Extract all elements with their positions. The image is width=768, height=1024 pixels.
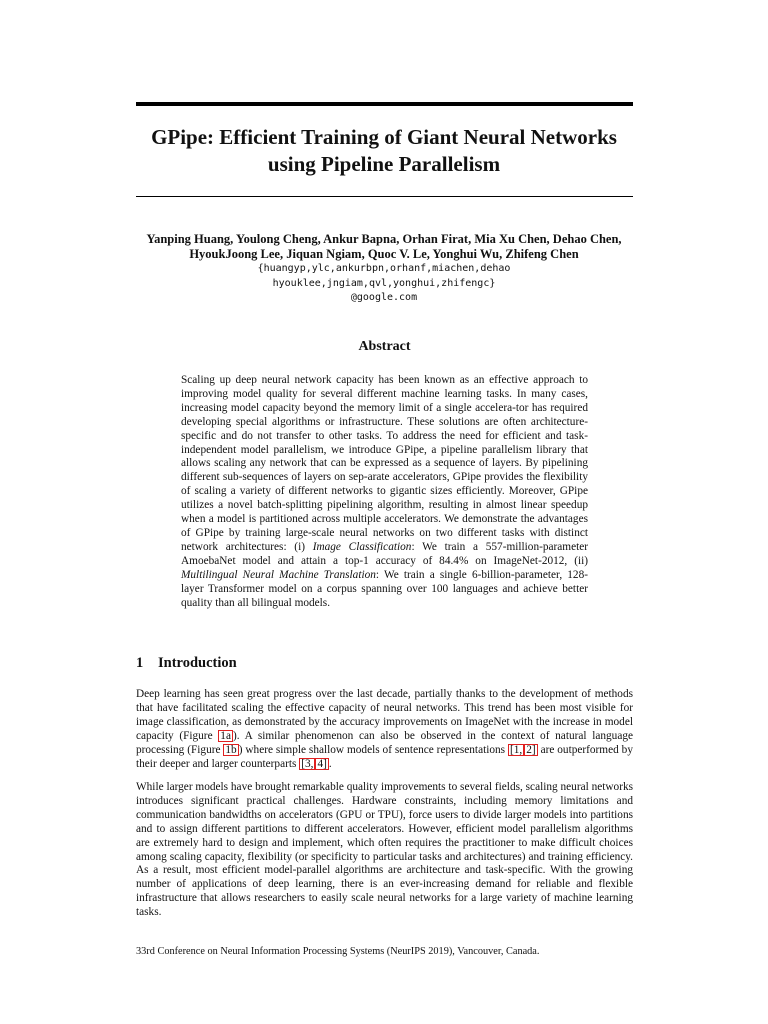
abstract-text-part-1: Scaling up deep neural network capacity has been known as an effective approach to improving model quality for several different machine learning tasks. In many cases, increasing model capacity beyond the memory limit of a single accelera-tor has required developing special algorithms or infrastructure. These solutions are often architecture-specific and do not transfer to other tasks. To address the need for efficient and task-independent model parallelism, we introduce GPipe, a pipeline parallelism library that allows scaling any network that can be expressed as a sequence of layers. By pipelining different sub-sequences of layers on sep-arate accelerators, GPipe provides the flexibility of scaling a variety of different networks to gigantic sizes efficiently. Moreover, GPipe utilizes a novel batch-splitting pipelining algorithm, resulting in almost linear speedup when a model is partitioned across multiple accelerators. We demonstrate the advantages of GPipe by training large-scale neural networks on two different tasks with distinct network architectures: (i) — [181, 374, 588, 553]
email-line-1: {huangyp,ylc,ankurbpn,orhanf,miachen,dehao — [257, 263, 511, 274]
email-line-3: @google.com — [350, 292, 418, 303]
section-title: Introduction — [158, 655, 237, 671]
citation-1-link[interactable]: [1, — [509, 743, 523, 756]
citation-2-link[interactable]: 2] — [526, 743, 536, 756]
author-list — [100, 232, 668, 262]
intro-p1-part-1: Deep learning has seen great progress over the last decade, partially thanks to the development of methods that have facilitated scaling the effective capacity of neural networks. This trend has been most visible for image classification, as demonstrated by the accuracy improvements on ImageNet with the increase in model capacity (Figure — [136, 688, 633, 742]
title-bottom-rule — [136, 196, 633, 197]
intro-p1-part-5: . — [328, 757, 332, 770]
email-line-2: hyouklee,jngiam,qvl,yonghui,zhifengc} — [272, 277, 496, 289]
paper-title — [120, 124, 648, 178]
abstract-emphasis-1: Image Classification — [312, 540, 412, 553]
abstract-text-part-2: : We train a 557-million-parameter AmoebaNet model and attain a top-1 accuracy of 84.4% on ImageNet-2012, (ii) — [181, 540, 589, 567]
intro-paragraph-1 — [136, 688, 633, 771]
intro-p1-part-3: ) where simple shallow models of sentence representations — [238, 743, 508, 756]
authors-line-2: HyoukJoong Lee, Jiquan Ngiam, Quoc V. Le, Yonghui Wu, Zhifeng Chen — [189, 247, 579, 261]
citation-4-link[interactable]: 4] — [317, 757, 327, 770]
abstract-text — [181, 374, 588, 610]
section-number: 1 — [136, 655, 144, 671]
abstract-heading: Abstract — [358, 339, 411, 354]
conference-footnote: 33rd Conference on Neural Information Processing Systems (NeurIPS 2019), Vancouver, Canada. — [136, 946, 540, 957]
figure-1a-link[interactable]: 1a — [220, 729, 231, 742]
title-line-2: using Pipeline Parallelism — [267, 152, 501, 176]
author-emails — [100, 262, 668, 306]
authors-line-1: Yanping Huang, Youlong Cheng, Ankur Bapna, Orhan Firat, Mia Xu Chen, Dehao Chen, — [146, 232, 622, 246]
intro-p1-part-4: are outperformed by their deeper and larger counterparts — [136, 743, 633, 770]
section-heading-introduction — [136, 655, 237, 672]
title-line-1: GPipe: Efficient Training of Giant Neural Networks — [151, 125, 617, 149]
intro-paragraph-2: While larger models have brought remarkable quality improvements to several fields, scaling neural networks introduces significant practical challenges. Hardware constraints, including memory limitations and communication bandwidths on accelerators (GPU or TPU), force users to divide larger models into partitions and to assign different partitions to different accelerators. However, efficient model parallelism algorithms are extremely hard to design and implement, which often requires the practitioner to make difficult choices among scaling capacity, flexibility (or specificity to particular tasks and architectures) and training efficiency. As a result, most efficient model-parallel algorithms are architecture and task-specific. With the growing number of applications of deep learning, there is an ever-increasing demand for reliable and flexible infrastructure that allows researchers to easily scale neural networks for a large variety of machine learning tasks. — [136, 781, 633, 919]
citation-3-link[interactable]: [3, — [301, 757, 314, 770]
intro-p1-part-2: ). A similar phenomenon can also be observed in the context of natural language processing (Figure — [136, 729, 633, 756]
figure-1b-link[interactable]: 1b — [225, 743, 237, 756]
abstract-emphasis-2: Multilingual Neural Machine Translation — [181, 568, 376, 581]
title-top-rule — [136, 102, 633, 106]
abstract-text-part-3: : We train a single 6-billion-parameter, 128-layer Transformer model on a corpus spanning over 100 languages and achieve better quality than all bilingual models. — [181, 568, 588, 609]
